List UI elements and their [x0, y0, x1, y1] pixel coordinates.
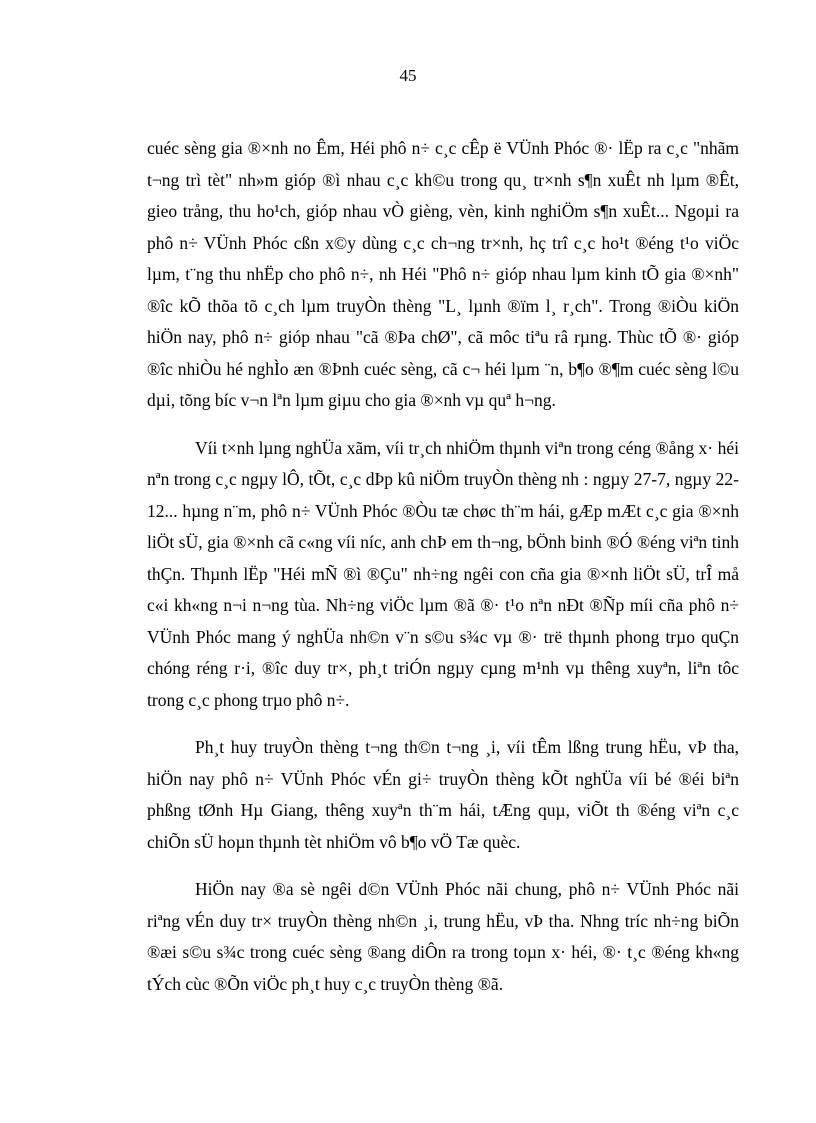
body-text: [147, 133, 739, 1000]
paragraph-1: cuéc sèng gia ®×nh no Êm, Héi phô n÷ c¸c cÊp ë VÜnh Phóc ®· lËp ra c¸c "nhãm t¬ng trì tèt" nh»m gióp ®ì nhau c¸c kh©u trong qu¸ tr×nh s¶n xuÊt nh lµm ®Êt, gieo trång, thu ho¹ch, gióp nhau vÒ gièng, vèn, kinh nghiÖm s¶n xuÊt... Ngoµi ra phô n÷ VÜnh Phóc cßn x©y dùng c¸c ch¬ng tr×nh, hç trî c¸c ho¹t ®éng t¹o viÖc lµm, t¨ng thu nhËp cho phô n÷, nh Héi "Phô n÷ gióp nhau lµm kinh tÕ gia ®×nh" ®îc kÕ thõa tõ c¸ch lµm truyÒn thèng "L¸ lµnh ®ïm l¸ r¸ch". Trong ®iÒu kiÖn hiÖn nay, phô n÷ gióp nhau "cã ®Þa chØ", cã môc tiªu râ rµng. Thùc tÕ ®· gióp ®îc nhiÒu hé nghÌo æn ®Þnh cuéc sèng, cã c¬ héi lµm ¨n, b¶o ®¶m cuéc sèng l©u dµi, tõng bíc v¬n lªn lµm giµu cho gia ®×nh vµ quª h¬ng.: [147, 138, 739, 410]
paragraph-2: Víi t×nh lµng nghÜa xãm, víi tr¸ch nhiÖm thµnh viªn trong céng ®ång x· héi nªn trong c¸c ngµy lÔ, tÕt, c¸c dÞp kû niÖm truyÒn thèng nh : ngµy 27-7, ngµy 22-12... hµng n¨m, phô n÷ VÜnh Phóc ®Òu tæ chøc th¨m hái, gÆp mÆt c¸c gia ®×nh liÖt sÜ, gia ®×nh cã c«ng víi níc, anh chÞ em th¬ng, bÖnh binh ®Ó ®éng viªn tinh thÇn. Thµnh lËp "Héi mÑ ®ì ®Çu" nh÷ng ngêi con cña gia ®×nh liÖt sÜ, trÎ må c«i kh«ng n¬i n¬ng tùa. Nh÷ng viÖc lµm ®ã ®· t¹o nªn nÐt ®Ñp míi cña phô n÷ VÜnh Phóc mang ý nghÜa nh©n v¨n s©u s¾c vµ ®· trë thµnh phong trµo quÇn chóng réng r·i, ®îc duy tr×, ph¸t triÓn ngµy cµng m¹nh vµ thêng xuyªn, liªn tôc trong c¸c phong trµo phô n÷.: [147, 437, 739, 710]
page-number: 45: [399, 66, 417, 85]
paragraph-4: HiÖn nay ®a sè ngêi d©n VÜnh Phóc nãi chung, phô n÷ VÜnh Phóc nãi riªng vÉn duy tr× truyÒn thèng nh©n ¸i, trung hËu, vÞ tha. Nhng tríc nh÷ng biÕn ®æi s©u s¾c trong cuéc sèng ®ang diÔn ra trong toµn x· héi, ®· t¸c ®éng kh«ng tÝch cùc ®Õn viÖc ph¸t huy c¸c truyÒn thèng ®ã.: [147, 879, 739, 994]
paragraph-3: Ph¸t huy truyÒn thèng t¬ng th©n t¬ng ¸i, víi tÊm lßng trung hËu, vÞ tha, hiÖn nay phô n÷ VÜnh Phóc vÉn gi÷ truyÒn thèng kÕt nghÜa víi bé ®éi biªn phßng tØnh Hµ Giang, thêng xuyªn th¨m hái, tÆng quµ, viÕt th ®éng viªn c¸c chiÕn sÜ hoµn thµnh tèt nhiÖm vô b¶o vÖ Tæ quèc.: [147, 737, 739, 852]
